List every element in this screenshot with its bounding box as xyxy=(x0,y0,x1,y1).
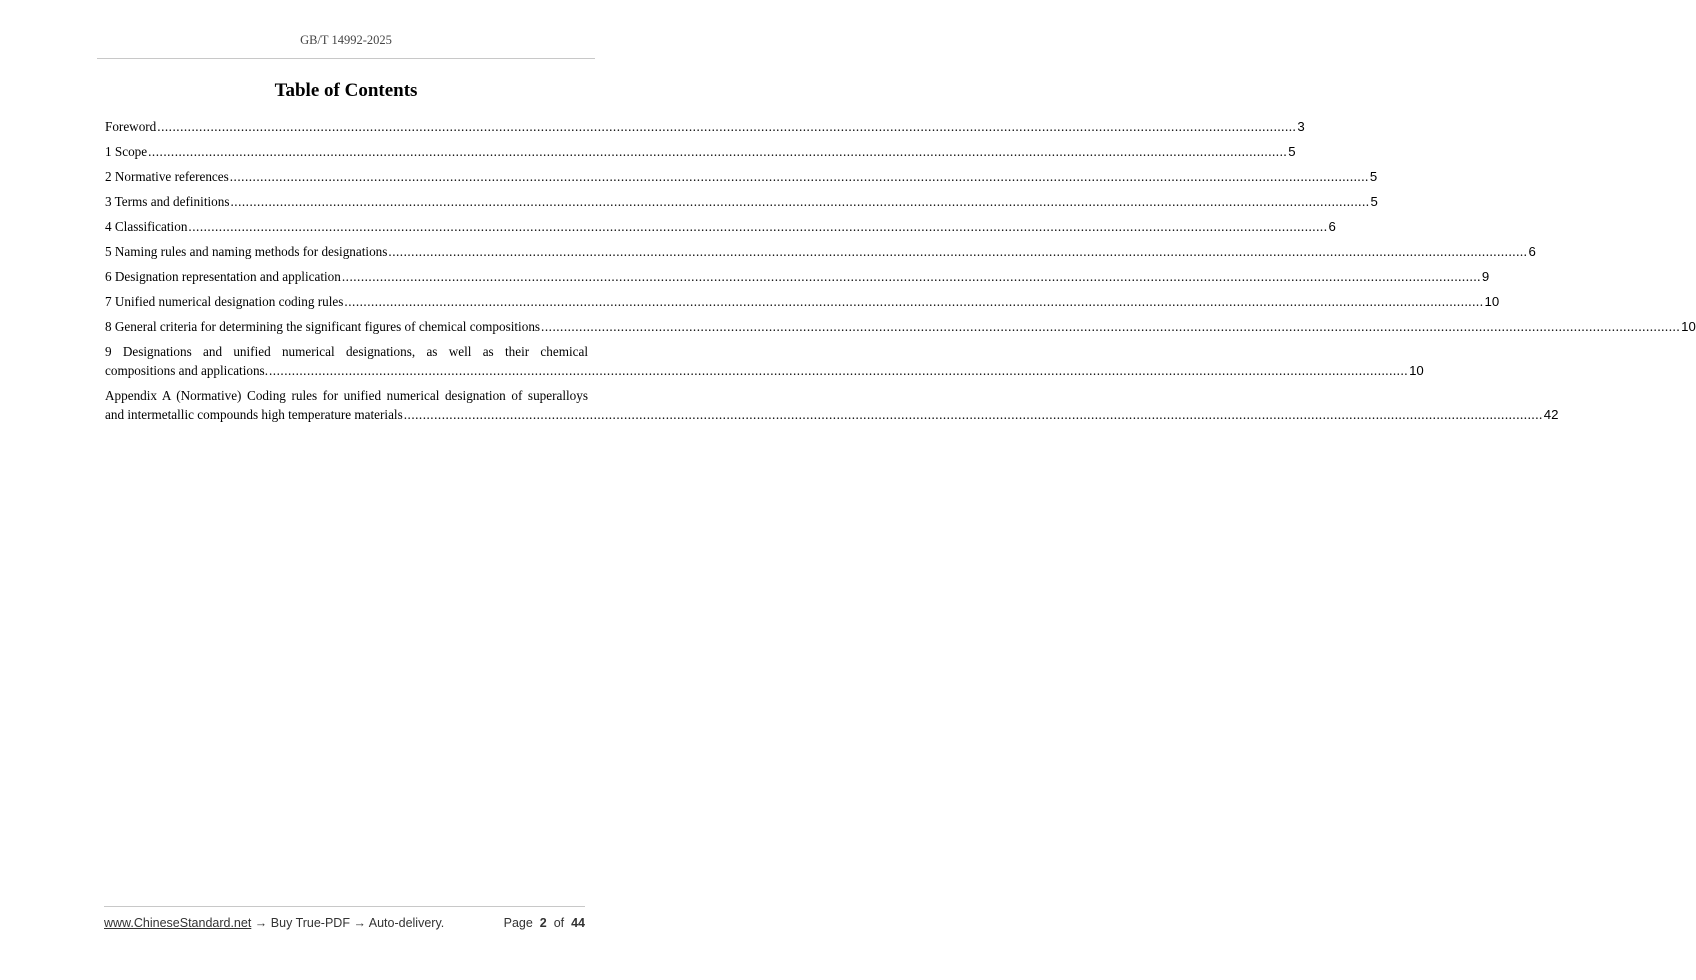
footer-promo xyxy=(104,916,444,930)
dot-leader: ............................................................................................................................................................................................................................................................................................................ xyxy=(188,219,1328,234)
dot-leader: ............................................................................................................................................................................................................................................................................................................ xyxy=(541,319,1681,334)
toc-page-number: 10 xyxy=(1681,319,1696,334)
toc-entry-text: Foreword xyxy=(105,119,157,134)
page-footer xyxy=(104,916,585,930)
toc-page-number: 6 xyxy=(1528,244,1536,259)
toc-entry-text: 4 Classification xyxy=(105,219,188,234)
dot-leader: ............................................................................................................................................................................................................................................................................................................ xyxy=(148,144,1288,159)
toc-entry-text: Appendix A (Normative) Coding rules for unified numerical designation of superalloys xyxy=(105,388,588,403)
toc-entry[interactable] xyxy=(105,267,1490,286)
toc-entry-text: 5 Naming rules and naming methods for designations xyxy=(105,244,388,259)
toc-entry-text: compositions and applications. xyxy=(105,363,268,378)
page-header: GB/T 14992-2025 xyxy=(300,33,392,47)
dot-leader: ............................................................................................................................................................................................................................................................................................................ xyxy=(230,194,1370,209)
toc-entry-text: 1 Scope xyxy=(105,144,148,159)
footer-divider xyxy=(104,906,585,907)
toc-entry[interactable] xyxy=(105,217,1336,236)
dot-leader: ............................................................................................................................................................................................................................................................................................................ xyxy=(403,407,1543,422)
toc-entry-text: 8 General criteria for determining the significant figures of chemical compositions xyxy=(105,319,541,334)
buy-text: Buy True-PDF xyxy=(270,916,350,930)
toc-entry[interactable] xyxy=(105,142,1296,161)
toc-page-number: 3 xyxy=(1297,119,1305,134)
toc-title: Table of Contents xyxy=(274,80,418,101)
delivery-text: Auto-delivery. xyxy=(368,916,445,930)
dot-leader: ............................................................................................................................................................................................................................................................................................................ xyxy=(269,363,1409,378)
toc-entry-text: 3 Terms and definitions xyxy=(105,194,230,209)
toc-page-number: 42 xyxy=(1543,407,1559,422)
toc-entry[interactable] xyxy=(105,192,1378,211)
toc-page-number: 10 xyxy=(1484,294,1500,309)
dot-leader: ............................................................................................................................................................................................................................................................................................................ xyxy=(344,294,1484,309)
toc-page-number: 5 xyxy=(1288,144,1296,159)
toc-page-number: 5 xyxy=(1369,169,1378,184)
toc-entry-text: 7 Unified numerical designation coding rules xyxy=(105,294,344,309)
toc-page-number: 6 xyxy=(1328,219,1336,234)
toc-entry-text: 6 Designation representation and application xyxy=(105,269,341,284)
dot-leader: ............................................................................................................................................................................................................................................................................................................ xyxy=(341,269,1481,284)
toc-page-number: 9 xyxy=(1481,269,1490,284)
toc-entry[interactable] xyxy=(105,242,1536,261)
website-link[interactable]: www.ChineseStandard.net xyxy=(104,916,252,930)
toc-entry[interactable] xyxy=(105,317,1696,336)
total-pages: 44 xyxy=(571,916,585,930)
toc-entry[interactable] xyxy=(105,342,1424,380)
arrow-icon: → xyxy=(353,916,366,930)
toc-entry-text: 9 Designations and unified numerical designations, as well as their chemical xyxy=(105,344,588,359)
header-divider xyxy=(97,58,595,59)
dot-leader: ............................................................................................................................................................................................................................................................................................................ xyxy=(388,244,1528,259)
table-of-contents xyxy=(105,117,1696,430)
arrow-icon: → xyxy=(254,916,268,930)
toc-page-number: 10 xyxy=(1409,363,1424,378)
current-page: 2 xyxy=(539,916,547,930)
toc-page-number: 5 xyxy=(1370,194,1378,209)
toc-entry[interactable] xyxy=(105,386,1559,424)
dot-leader: ............................................................................................................................................................................................................................................................................................................ xyxy=(157,119,1297,134)
page-number: Page 2 of 44 xyxy=(503,916,585,930)
toc-entry-text: 2 Normative references xyxy=(105,169,229,184)
toc-entry-text: and intermetallic compounds high temperature materials xyxy=(105,407,403,422)
toc-entry[interactable] xyxy=(105,292,1500,311)
dot-leader: ............................................................................................................................................................................................................................................................................................................ xyxy=(229,169,1369,184)
toc-entry[interactable] xyxy=(105,117,1305,136)
toc-entry[interactable] xyxy=(105,167,1378,186)
